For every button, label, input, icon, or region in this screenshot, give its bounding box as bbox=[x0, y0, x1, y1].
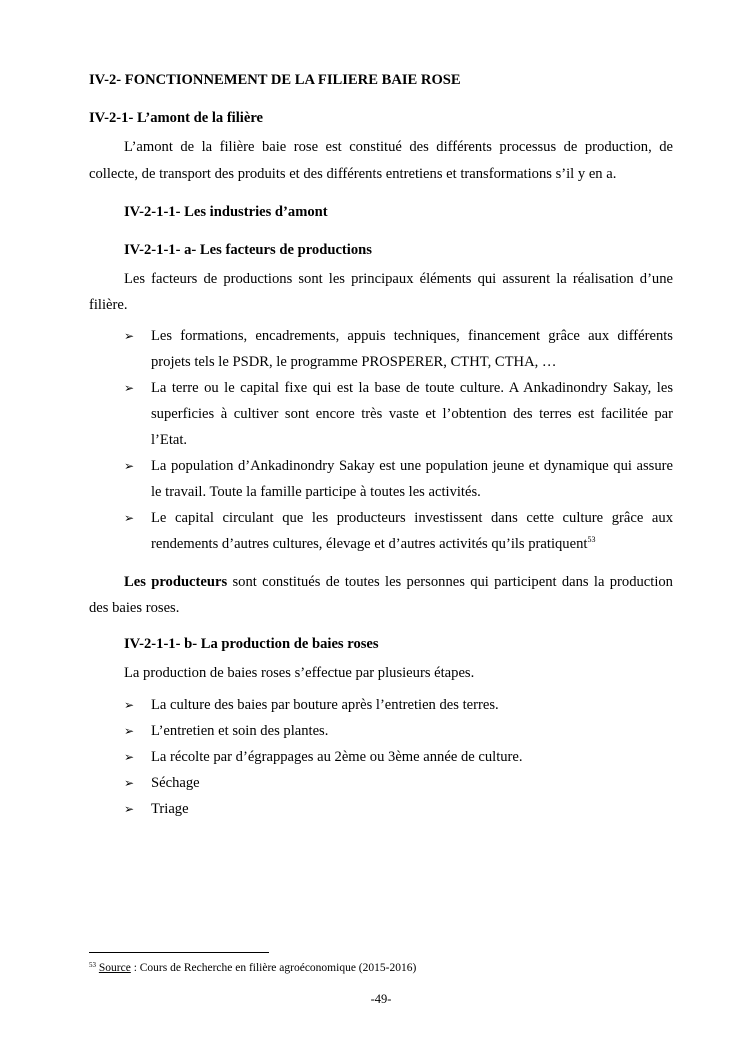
arrow-bullet-icon: ➢ bbox=[124, 459, 135, 473]
footnote-source-label: Source bbox=[98, 962, 131, 974]
arrow-bullet-icon: ➢ bbox=[124, 776, 135, 790]
subsubsection-heading-production: IV-2-1-1- b- La production de baies roses bbox=[124, 636, 379, 652]
paragraph-production: La production de baies roses s’effectue par plusieurs étapes. bbox=[124, 665, 475, 681]
paragraph-facteurs-line-1: Les facteurs de productions sont les principaux éléments qui assurent la réalisation d’une bbox=[124, 271, 673, 287]
production-bullet-2: L’entretien et soin des plantes. bbox=[151, 723, 329, 739]
facteurs-bullet-1-line-1: Les formations, encadrements, appuis techniques, financement grâce aux différents bbox=[151, 328, 673, 344]
production-bullet-3: La récolte par d’égrappages au 2ème ou 3ème année de culture. bbox=[151, 749, 523, 765]
paragraph-facteurs-line-2: filière. bbox=[89, 297, 128, 313]
arrow-bullet-icon: ➢ bbox=[124, 511, 135, 525]
subsection-heading-amont: IV-2-1- L’amont de la filière bbox=[89, 110, 264, 126]
section-heading-fonctionnement: IV-2- FONCTIONNEMENT DE LA FILIERE BAIE ROSE bbox=[89, 72, 461, 88]
document-page bbox=[89, 0, 673, 1053]
facteurs-bullet-4-line-1: Le capital circulant que les producteurs investissent dans cette culture grâce aux bbox=[151, 510, 673, 526]
facteurs-bullet-2-line-3: l’Etat. bbox=[151, 432, 188, 448]
paragraph-amont-line-1: L’amont de la filière baie rose est constitué des différents processus de production, de bbox=[124, 139, 673, 155]
footnote-separator bbox=[89, 952, 269, 953]
facteurs-bullet-4-text: rendements d’autres cultures, élevage et d’autres activités qu’ils pratiquent bbox=[151, 536, 588, 552]
production-bullet-1: La culture des baies par bouture après l’entretien des terres. bbox=[151, 697, 499, 713]
subsubsection-heading-facteurs: IV-2-1-1- a- Les facteurs de productions bbox=[124, 242, 372, 258]
arrow-bullet-icon: ➢ bbox=[124, 802, 135, 816]
arrow-bullet-icon: ➢ bbox=[124, 750, 135, 764]
arrow-bullet-icon: ➢ bbox=[124, 698, 135, 712]
facteurs-bullet-2-line-2: superficies à cultiver sont encore très vaste et l’obtention des terres est facilitée par bbox=[151, 406, 673, 422]
subsubsection-heading-industries: IV-2-1-1- Les industries d’amont bbox=[124, 204, 328, 220]
facteurs-bullet-4-line-2 bbox=[151, 535, 673, 553]
paragraph-producteurs-line-1 bbox=[124, 573, 673, 591]
facteurs-bullet-3-line-2: le travail. Toute la famille participe à toutes les activités. bbox=[151, 484, 481, 500]
page-number: -49- bbox=[370, 992, 392, 1006]
production-bullet-5: Triage bbox=[151, 801, 189, 817]
arrow-bullet-icon: ➢ bbox=[124, 329, 135, 343]
arrow-bullet-icon: ➢ bbox=[124, 724, 135, 738]
footnote-text: : Cours de Recherche en filière agroéconomique (2015-2016) bbox=[130, 962, 417, 974]
footnote-reference: 53 bbox=[587, 535, 596, 544]
paragraph-amont-line-2: collecte, de transport des produits et des différents entretiens et transformations s’il y en a. bbox=[89, 166, 617, 182]
footnote-number: 53 bbox=[89, 961, 96, 969]
arrow-bullet-icon: ➢ bbox=[124, 381, 135, 395]
producteurs-text: sont constitués de toutes les personnes qui participent dans la production bbox=[227, 574, 673, 590]
paragraph-producteurs-line-2: des baies roses. bbox=[89, 600, 180, 616]
footnote bbox=[89, 961, 416, 975]
facteurs-bullet-1-line-2: projets tels le PSDR, le programme PROSPERER, CTHT, CTHA, … bbox=[151, 354, 557, 370]
facteurs-bullet-2-line-1: La terre ou le capital fixe qui est la base de toute culture. A Ankadinondry Sakay, les bbox=[151, 380, 673, 396]
facteurs-bullet-3-line-1: La population d’Ankadinondry Sakay est une population jeune et dynamique qui assure bbox=[151, 458, 673, 474]
production-bullet-4: Séchage bbox=[151, 775, 200, 791]
producteurs-bold-term: Les producteurs bbox=[124, 574, 228, 590]
